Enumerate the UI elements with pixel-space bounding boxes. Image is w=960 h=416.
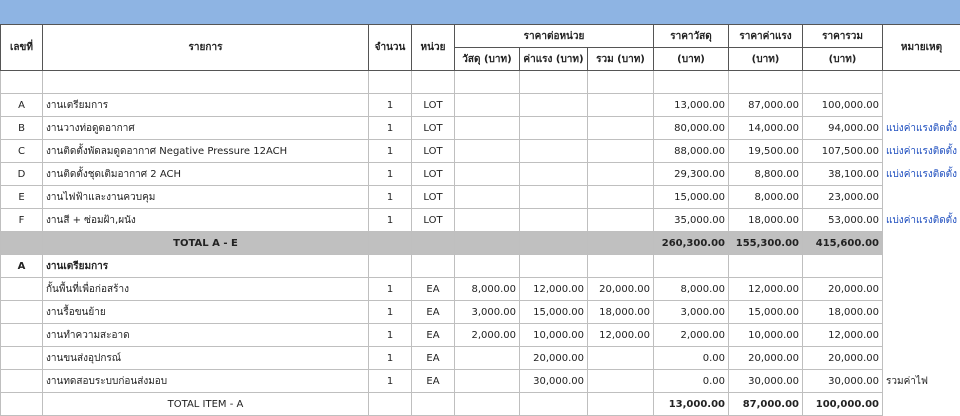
total-a-e-row bbox=[1, 232, 960, 255]
unit-material-cell[interactable] bbox=[455, 370, 520, 393]
unit-labor-cell[interactable] bbox=[520, 94, 588, 117]
col-labor-price-header[interactable]: ราคาค่าแรง bbox=[729, 25, 803, 48]
summary-row bbox=[1, 186, 960, 209]
cell[interactable] bbox=[1, 393, 43, 416]
item-name-cell[interactable]: งานติดตั้งพัดลมดูดอากาศ Negative Pressure 12ACH bbox=[43, 140, 369, 163]
cell[interactable] bbox=[588, 232, 654, 255]
col-baht-3[interactable]: (บาท) bbox=[803, 48, 883, 71]
detail-row bbox=[1, 324, 960, 347]
col-baht-1[interactable]: (บาท) bbox=[654, 48, 729, 71]
material-price-cell[interactable]: 80,000.00 bbox=[654, 117, 729, 140]
total-item-a-labor[interactable]: 87,000.00 bbox=[729, 393, 803, 416]
unit-material-cell[interactable]: 8,000.00 bbox=[455, 278, 520, 301]
cell[interactable] bbox=[588, 393, 654, 416]
unit-cell[interactable]: EA bbox=[412, 278, 455, 301]
cell[interactable] bbox=[412, 393, 455, 416]
labor-price-cell[interactable]: 14,000.00 bbox=[729, 117, 803, 140]
material-price-cell[interactable]: 0.00 bbox=[654, 370, 729, 393]
total-price-cell[interactable]: 12,000.00 bbox=[803, 324, 883, 347]
total-a-e-label[interactable]: TOTAL A - E bbox=[43, 232, 369, 255]
unit-cell[interactable]: EA bbox=[412, 370, 455, 393]
unit-material-cell[interactable] bbox=[455, 347, 520, 370]
material-price-cell[interactable]: 29,300.00 bbox=[654, 163, 729, 186]
item-name-cell[interactable]: งานวางท่อดูดอากาศ bbox=[43, 117, 369, 140]
total-price-cell[interactable]: 20,000.00 bbox=[803, 347, 883, 370]
cell[interactable] bbox=[883, 232, 960, 255]
unit-total-cell[interactable] bbox=[588, 347, 654, 370]
cell[interactable] bbox=[520, 393, 588, 416]
unit-material-cell[interactable] bbox=[455, 94, 520, 117]
total-price-cell[interactable]: 38,100.00 bbox=[803, 163, 883, 186]
unit-total-cell[interactable] bbox=[588, 94, 654, 117]
labor-price-cell[interactable]: 8,800.00 bbox=[729, 163, 803, 186]
remark-cell[interactable]: แบ่งค่าแรงติดตั้ง bbox=[883, 140, 960, 163]
col-total-header[interactable]: รวม (บาท) bbox=[588, 48, 654, 71]
total-price-cell[interactable]: 94,000.00 bbox=[803, 117, 883, 140]
qty-cell[interactable]: 1 bbox=[369, 117, 412, 140]
total-price-cell[interactable]: 100,000.00 bbox=[803, 94, 883, 117]
unit-material-cell[interactable]: 3,000.00 bbox=[455, 301, 520, 324]
labor-price-cell[interactable]: 15,000.00 bbox=[729, 301, 803, 324]
col-unit-header[interactable]: หน่วย bbox=[412, 25, 455, 71]
unit-labor-cell[interactable] bbox=[520, 140, 588, 163]
material-price-cell[interactable]: 13,000.00 bbox=[654, 94, 729, 117]
unit-material-cell[interactable]: 2,000.00 bbox=[455, 324, 520, 347]
item-name-cell[interactable]: งานสี + ซ่อมฝ้า,ผนัง bbox=[43, 209, 369, 232]
item-code-cell[interactable]: B bbox=[1, 117, 43, 140]
section-title-cell[interactable]: งานเตรียมการ bbox=[43, 255, 369, 278]
labor-price-cell[interactable]: 10,000.00 bbox=[729, 324, 803, 347]
col-remark-header[interactable]: หมายเหตุ bbox=[883, 25, 960, 71]
unit-material-cell[interactable] bbox=[455, 117, 520, 140]
remark-cell[interactable]: แบ่งค่าแรงติดตั้ง bbox=[883, 117, 960, 140]
detail-row bbox=[1, 278, 960, 301]
total-item-a-label[interactable]: TOTAL ITEM - A bbox=[43, 393, 369, 416]
col-baht-2[interactable]: (บาท) bbox=[729, 48, 803, 71]
total-price-cell[interactable]: 30,000.00 bbox=[803, 370, 883, 393]
cell[interactable] bbox=[455, 393, 520, 416]
item-name-cell[interactable]: งานเตรียมการ bbox=[43, 94, 369, 117]
unit-total-cell[interactable] bbox=[588, 370, 654, 393]
col-qty-header[interactable]: จำนวน bbox=[369, 25, 412, 71]
header-row-1 bbox=[1, 25, 960, 48]
material-price-cell[interactable]: 88,000.00 bbox=[654, 140, 729, 163]
section-code-cell[interactable]: A bbox=[1, 255, 43, 278]
qty-cell[interactable]: 1 bbox=[369, 209, 412, 232]
summary-row bbox=[1, 94, 960, 117]
total-price-cell[interactable]: 107,500.00 bbox=[803, 140, 883, 163]
col-material-header[interactable]: วัสดุ (บาท) bbox=[455, 48, 520, 71]
cell[interactable] bbox=[455, 232, 520, 255]
labor-price-cell[interactable]: 20,000.00 bbox=[729, 347, 803, 370]
cell[interactable] bbox=[1, 370, 43, 393]
remark-cell[interactable] bbox=[883, 324, 960, 347]
cell[interactable] bbox=[520, 255, 588, 278]
unit-cell[interactable]: LOT bbox=[412, 209, 455, 232]
total-a-e-material[interactable]: 260,300.00 bbox=[654, 232, 729, 255]
detail-row bbox=[1, 347, 960, 370]
material-price-cell[interactable]: 0.00 bbox=[654, 347, 729, 370]
qty-cell[interactable]: 1 bbox=[369, 347, 412, 370]
summary-row bbox=[1, 117, 960, 140]
col-item-header[interactable]: รายการ bbox=[43, 25, 369, 71]
qty-cell[interactable]: 1 bbox=[369, 186, 412, 209]
total-item-a-row bbox=[1, 393, 960, 416]
material-price-cell[interactable]: 8,000.00 bbox=[654, 278, 729, 301]
unit-labor-cell[interactable]: 20,000.00 bbox=[520, 347, 588, 370]
cell[interactable] bbox=[1, 278, 43, 301]
unit-total-cell[interactable]: 18,000.00 bbox=[588, 301, 654, 324]
total-a-e-labor[interactable]: 155,300.00 bbox=[729, 232, 803, 255]
qty-cell[interactable]: 1 bbox=[369, 94, 412, 117]
remark-cell[interactable] bbox=[883, 301, 960, 324]
cell[interactable] bbox=[1, 301, 43, 324]
item-name-cell[interactable]: งานรื้อขนย้าย bbox=[43, 301, 369, 324]
qty-cell[interactable]: 1 bbox=[369, 301, 412, 324]
unit-material-cell[interactable] bbox=[455, 186, 520, 209]
summary-row bbox=[1, 140, 960, 163]
labor-price-cell[interactable]: 87,000.00 bbox=[729, 94, 803, 117]
col-total-price-header[interactable]: ราคารวม bbox=[803, 25, 883, 48]
cell[interactable] bbox=[455, 255, 520, 278]
cell[interactable] bbox=[520, 232, 588, 255]
item-code-cell[interactable]: A bbox=[1, 94, 43, 117]
item-code-cell[interactable]: F bbox=[1, 209, 43, 232]
blank-row bbox=[1, 71, 960, 94]
cell[interactable] bbox=[412, 255, 455, 278]
unit-labor-cell[interactable]: 30,000.00 bbox=[520, 370, 588, 393]
remark-cell[interactable] bbox=[883, 186, 960, 209]
labor-price-cell[interactable]: 18,000.00 bbox=[729, 209, 803, 232]
cell[interactable] bbox=[369, 232, 412, 255]
cell[interactable] bbox=[588, 71, 654, 94]
unit-cell[interactable]: EA bbox=[412, 301, 455, 324]
detail-row bbox=[1, 370, 960, 393]
cell[interactable] bbox=[883, 71, 960, 94]
unit-labor-cell[interactable] bbox=[520, 163, 588, 186]
remark-cell[interactable] bbox=[883, 347, 960, 370]
unit-cell[interactable]: LOT bbox=[412, 163, 455, 186]
cell[interactable] bbox=[412, 232, 455, 255]
remark-cell[interactable] bbox=[883, 94, 960, 117]
unit-cell[interactable]: LOT bbox=[412, 117, 455, 140]
unit-cell[interactable]: LOT bbox=[412, 186, 455, 209]
qty-cell[interactable]: 1 bbox=[369, 278, 412, 301]
unit-cell[interactable]: LOT bbox=[412, 140, 455, 163]
labor-price-cell[interactable]: 30,000.00 bbox=[729, 370, 803, 393]
col-no-header[interactable]: เลขที่ bbox=[1, 25, 43, 71]
cell[interactable] bbox=[654, 71, 729, 94]
total-item-a-total[interactable]: 100,000.00 bbox=[803, 393, 883, 416]
total-item-a-material[interactable]: 13,000.00 bbox=[654, 393, 729, 416]
detail-row bbox=[1, 301, 960, 324]
cell[interactable] bbox=[883, 393, 960, 416]
cell[interactable] bbox=[1, 232, 43, 255]
material-price-cell[interactable]: 35,000.00 bbox=[654, 209, 729, 232]
remark-cell[interactable]: รวมค่าไฟ bbox=[883, 370, 960, 393]
material-price-cell[interactable]: 15,000.00 bbox=[654, 186, 729, 209]
total-price-cell[interactable]: 18,000.00 bbox=[803, 301, 883, 324]
item-name-cell[interactable]: งานขนส่งอุปกรณ์ bbox=[43, 347, 369, 370]
item-name-cell[interactable]: กั้นพื้นที่เพื่อก่อสร้าง bbox=[43, 278, 369, 301]
total-price-cell[interactable]: 20,000.00 bbox=[803, 278, 883, 301]
cell[interactable] bbox=[369, 71, 412, 94]
item-name-cell[interactable]: งานไฟฟ้าและงานควบคุม bbox=[43, 186, 369, 209]
bill-of-quantities-table bbox=[0, 24, 960, 416]
qty-cell[interactable]: 1 bbox=[369, 163, 412, 186]
unit-labor-cell[interactable] bbox=[520, 209, 588, 232]
qty-cell[interactable]: 1 bbox=[369, 324, 412, 347]
summary-row bbox=[1, 209, 960, 232]
cell[interactable] bbox=[803, 71, 883, 94]
cell[interactable] bbox=[43, 71, 369, 94]
remark-cell[interactable]: แบ่งค่าแรงติดตั้ง bbox=[883, 209, 960, 232]
item-name-cell[interactable]: งานทดสอบระบบก่อนส่งมอบ bbox=[43, 370, 369, 393]
unit-material-cell[interactable] bbox=[455, 209, 520, 232]
unit-material-cell[interactable] bbox=[455, 163, 520, 186]
unit-cell[interactable]: EA bbox=[412, 347, 455, 370]
item-name-cell[interactable]: งานทำความสะอาด bbox=[43, 324, 369, 347]
unit-cell[interactable]: LOT bbox=[412, 94, 455, 117]
section-a-row bbox=[1, 255, 960, 278]
cell[interactable] bbox=[1, 324, 43, 347]
unit-material-cell[interactable] bbox=[455, 140, 520, 163]
unit-labor-cell[interactable]: 10,000.00 bbox=[520, 324, 588, 347]
remark-cell[interactable]: แบ่งค่าแรงติดตั้ง bbox=[883, 163, 960, 186]
cell[interactable] bbox=[412, 71, 455, 94]
cell[interactable] bbox=[520, 71, 588, 94]
unit-total-cell[interactable]: 20,000.00 bbox=[588, 278, 654, 301]
sheet-header-bar bbox=[0, 0, 960, 24]
material-price-cell[interactable]: 2,000.00 bbox=[654, 324, 729, 347]
qty-cell[interactable]: 1 bbox=[369, 140, 412, 163]
labor-price-cell[interactable]: 12,000.00 bbox=[729, 278, 803, 301]
cell[interactable] bbox=[455, 71, 520, 94]
unit-total-cell[interactable] bbox=[588, 186, 654, 209]
unit-total-cell[interactable] bbox=[588, 117, 654, 140]
total-price-cell[interactable]: 23,000.00 bbox=[803, 186, 883, 209]
cell[interactable] bbox=[803, 255, 883, 278]
col-labor-header[interactable]: ค่าแรง (บาท) bbox=[520, 48, 588, 71]
item-name-cell[interactable]: งานติดตั้งชุดเติมอากาศ 2 ACH bbox=[43, 163, 369, 186]
col-unit-price-header[interactable]: ราคาต่อหน่วย bbox=[455, 25, 654, 48]
item-code-cell[interactable]: C bbox=[1, 140, 43, 163]
labor-price-cell[interactable]: 19,500.00 bbox=[729, 140, 803, 163]
unit-labor-cell[interactable]: 15,000.00 bbox=[520, 301, 588, 324]
material-price-cell[interactable]: 3,000.00 bbox=[654, 301, 729, 324]
qty-cell[interactable]: 1 bbox=[369, 370, 412, 393]
cell[interactable] bbox=[729, 71, 803, 94]
cell[interactable] bbox=[729, 255, 803, 278]
item-code-cell[interactable]: D bbox=[1, 163, 43, 186]
remark-cell[interactable] bbox=[883, 278, 960, 301]
unit-total-cell[interactable] bbox=[588, 140, 654, 163]
cell[interactable] bbox=[588, 255, 654, 278]
summary-row bbox=[1, 163, 960, 186]
cell[interactable] bbox=[1, 71, 43, 94]
unit-cell[interactable]: EA bbox=[412, 324, 455, 347]
unit-labor-cell[interactable] bbox=[520, 186, 588, 209]
cell[interactable] bbox=[1, 347, 43, 370]
cell[interactable] bbox=[369, 255, 412, 278]
cell[interactable] bbox=[369, 393, 412, 416]
unit-total-cell[interactable] bbox=[588, 209, 654, 232]
unit-total-cell[interactable] bbox=[588, 163, 654, 186]
cell[interactable] bbox=[883, 255, 960, 278]
labor-price-cell[interactable]: 8,000.00 bbox=[729, 186, 803, 209]
cell[interactable] bbox=[654, 255, 729, 278]
unit-labor-cell[interactable] bbox=[520, 117, 588, 140]
total-price-cell[interactable]: 53,000.00 bbox=[803, 209, 883, 232]
unit-total-cell[interactable]: 12,000.00 bbox=[588, 324, 654, 347]
col-mat-price-header[interactable]: ราคาวัสดุ bbox=[654, 25, 729, 48]
total-a-e-total[interactable]: 415,600.00 bbox=[803, 232, 883, 255]
unit-labor-cell[interactable]: 12,000.00 bbox=[520, 278, 588, 301]
item-code-cell[interactable]: E bbox=[1, 186, 43, 209]
